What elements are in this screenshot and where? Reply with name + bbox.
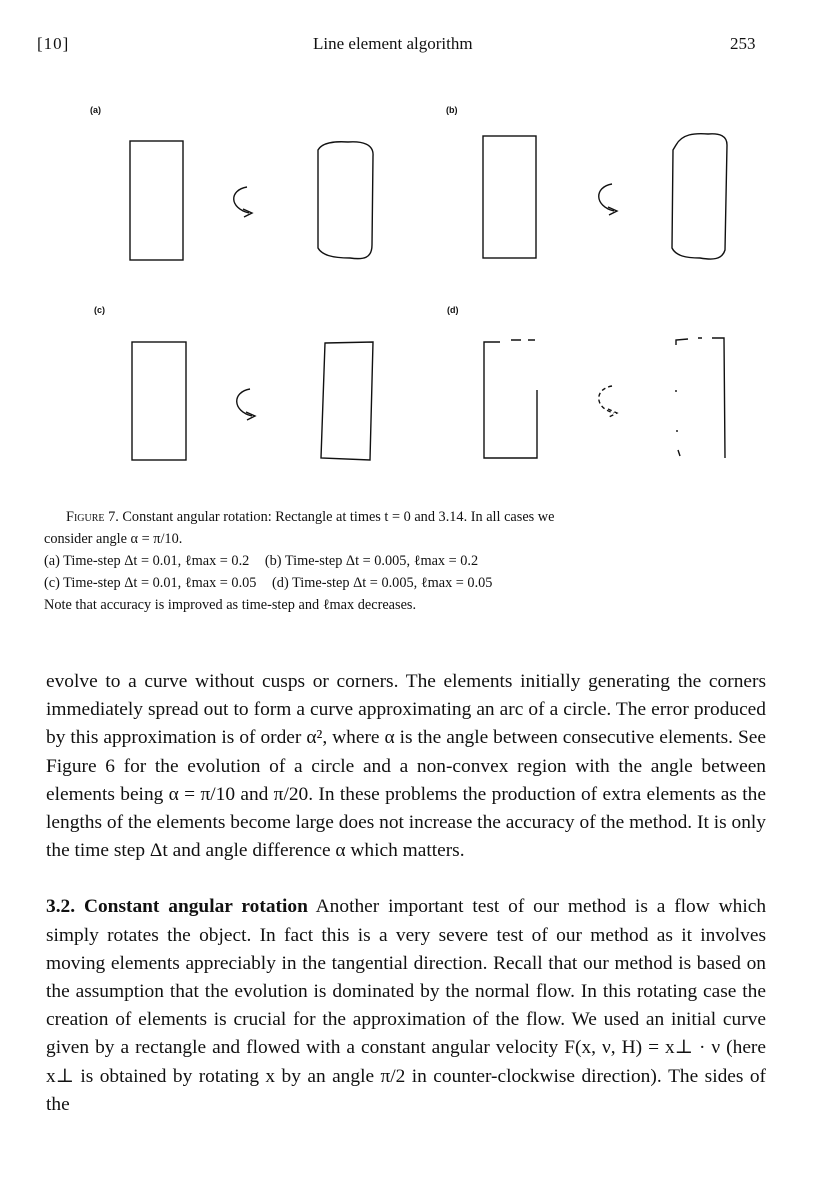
paragraph-2: Another important test of our method is a flow which simply rotates the object. In fact this is a very severe test of our method as it involves moving elements appreciably in the tangential direction. Recall that our method is based on the assumption that the evolution is dominated by the normal flow. In this rotating case the creation of elements is crucial for the approximation of the flow. We used an initial curve given by a rectangle and flowed with a constant angular velocity F(x, ν, H) = x⊥ · ν (here x⊥ is obtained by rotating x by an angle π/2 in counter-clockwise direction). The sides of the [46,896,767,1115]
body-text [46,668,766,1119]
figure-7 [0,90,832,480]
caption-line-1-text: Constant angular rotation: Rectangle at times t = 0 and 3.14. In all cases we [122,509,555,525]
panel-b-rotated-shape [672,134,727,259]
caption-line-2: consider angle α = π/10. [44,531,183,547]
running-header-title: Line element algorithm [313,34,473,53]
panel-b-rotation-arrow-icon [599,184,617,215]
paragraph-1: evolve to a curve without cusps or corners. The elements initially generating the corners immediately spread out to form a curve approximating an arc of a circle. The error produced by this approximation is of order α², where α is the angle between consecutive elements. See Figure 6 for the evolution of a circle and a non-convex region with the angle between elements being α = π/10 and π/20. In these problems the production of extra elements as the lengths of the elements become large does not increase the accuracy of the method. It is only the time step Δt and angle difference α which matters. [46,671,766,862]
caption-line-5: Note that accuracy is improved as time-step and ℓmax decreases. [44,597,417,613]
panel-d-rotation-arrow-icon [599,386,617,417]
panel-c-label: (c) [94,305,105,315]
page-number: 253 [730,34,756,53]
section-3-2 [46,893,766,1119]
panel-d-rotated-shape [676,338,725,458]
panel-d-rotated-fragments [676,390,680,456]
section-title: 3.2. Constant angular rotation [46,896,308,918]
panel-d-label: (d) [447,305,459,315]
running-header-section: [10] [37,34,70,53]
panel-b-initial-rectangle [483,136,536,258]
caption-panel-a-desc: (a) Time-step Δt = 0.01, ℓmax = 0.2 [44,553,250,569]
caption-line-3 [44,550,774,572]
panel-a-rotation-arrow-icon [234,187,252,217]
panel-d-initial-rectangle [484,342,537,458]
figure-caption [44,506,774,616]
panel-a-label: (a) [90,105,101,115]
panel-b-label: (b) [446,105,458,115]
caption-panel-c-desc: (c) Time-step Δt = 0.01, ℓmax = 0.05 [44,575,257,591]
caption-panel-d-desc: (d) Time-step Δt = 0.005, ℓmax = 0.05 [272,575,493,591]
caption-panel-b-desc: (b) Time-step Δt = 0.005, ℓmax = 0.2 [264,553,479,569]
caption-figure-label: Figure 7. [66,509,119,525]
caption-line-1 [44,506,774,528]
panel-a-initial-rectangle [130,141,183,260]
panel-c-rotated-shape [321,342,373,460]
caption-line-4 [44,572,774,594]
panel-a-rotated-shape [318,142,373,259]
panel-c-rotation-arrow-icon [237,389,255,420]
panel-c-initial-rectangle [132,342,186,460]
